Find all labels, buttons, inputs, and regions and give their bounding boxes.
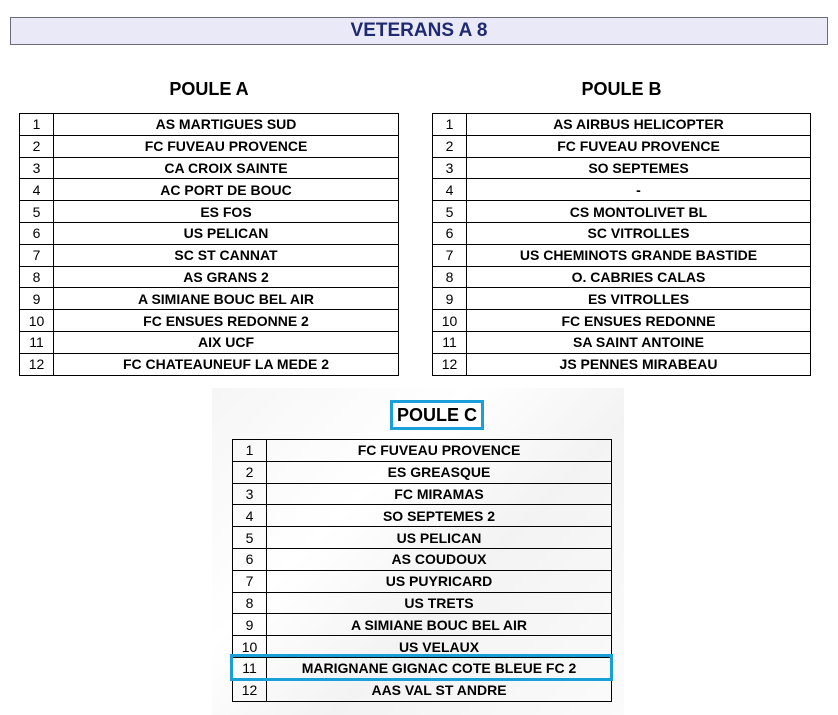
rank-number: 8 — [433, 266, 467, 288]
poule-c-row — [233, 505, 612, 527]
poule-b-row — [433, 331, 811, 353]
team-name: CA CROIX SAINTE — [54, 157, 399, 179]
poule-c-row — [233, 679, 612, 701]
poule-a-row — [20, 179, 399, 201]
rank-number: 2 — [433, 135, 467, 157]
rank-number: 9 — [433, 288, 467, 310]
team-name: US PUYRICARD — [267, 570, 612, 592]
poule-a-row — [20, 135, 399, 157]
poule-b-row — [433, 179, 811, 201]
team-name: AS MARTIGUES SUD — [54, 114, 399, 136]
rank-number: 6 — [20, 222, 54, 244]
rank-number: 8 — [233, 592, 267, 614]
poule-a-row — [20, 201, 399, 223]
rank-number: 11 — [233, 657, 267, 679]
team-name: FC FUVEAU PROVENCE — [267, 440, 612, 462]
team-name: MARIGNANE GIGNAC COTE BLEUE FC 2 — [267, 657, 612, 679]
rank-number: 4 — [20, 179, 54, 201]
team-name: ES VITROLLES — [467, 288, 811, 310]
poule-a-row — [20, 353, 399, 375]
poule-b-row — [433, 266, 811, 288]
team-name: JS PENNES MIRABEAU — [467, 353, 811, 375]
rank-number: 3 — [233, 483, 267, 505]
poule-b-row — [433, 353, 811, 375]
rank-number: 12 — [233, 679, 267, 701]
team-name: FC ENSUES REDONNE 2 — [54, 310, 399, 332]
rank-number: 7 — [20, 244, 54, 266]
poule-c-row — [233, 592, 612, 614]
team-name: US CHEMINOTS GRANDE BASTIDE — [467, 244, 811, 266]
rank-number: 2 — [233, 461, 267, 483]
team-name: US PELICAN — [267, 527, 612, 549]
team-name: ES GREASQUE — [267, 461, 612, 483]
rank-number: 10 — [233, 636, 267, 658]
poule-a-row — [20, 331, 399, 353]
poule-c-table — [232, 439, 612, 702]
team-name: AC PORT DE BOUC — [54, 179, 399, 201]
rank-number: 4 — [233, 505, 267, 527]
team-name: SO SEPTEMES — [467, 157, 811, 179]
poule-b-row — [433, 135, 811, 157]
rank-number: 1 — [20, 114, 54, 136]
team-name: FC CHATEAUNEUF LA MEDE 2 — [54, 353, 399, 375]
team-name: A SIMIANE BOUC BEL AIR — [54, 288, 399, 310]
rank-number: 6 — [433, 222, 467, 244]
team-name: SO SEPTEMES 2 — [267, 505, 612, 527]
team-name: AAS VAL ST ANDRE — [267, 679, 612, 701]
poule-b-row — [433, 222, 811, 244]
rank-number: 7 — [433, 244, 467, 266]
poule-c-row — [233, 548, 612, 570]
poule-b-body — [433, 114, 811, 376]
poule-c-row — [233, 657, 612, 679]
poule-c-row — [233, 440, 612, 462]
team-name: SC ST CANNAT — [54, 244, 399, 266]
poule-c-body — [233, 440, 612, 702]
rank-number: 11 — [433, 331, 467, 353]
poule-b-row — [433, 114, 811, 136]
rank-number: 6 — [233, 548, 267, 570]
poule-b-row — [433, 310, 811, 332]
poule-a-body — [20, 114, 399, 376]
rank-number: 10 — [433, 310, 467, 332]
poule-a-row — [20, 310, 399, 332]
team-name: O. CABRIES CALAS — [467, 266, 811, 288]
poule-b-title: POULE B — [581, 79, 662, 99]
poule-b-row — [433, 157, 811, 179]
poule-a-row — [20, 288, 399, 310]
team-name: US PELICAN — [54, 222, 399, 244]
rank-number: 12 — [433, 353, 467, 375]
rank-number: 8 — [20, 266, 54, 288]
team-name: AS AIRBUS HELICOPTER — [467, 114, 811, 136]
team-name: FC MIRAMAS — [267, 483, 612, 505]
rank-number: 5 — [20, 201, 54, 223]
team-name: - — [467, 179, 811, 201]
rank-number: 9 — [20, 288, 54, 310]
poule-b-table — [432, 113, 811, 376]
team-name: FC ENSUES REDONNE — [467, 310, 811, 332]
poule-a-row — [20, 157, 399, 179]
team-name: US VELAUX — [267, 636, 612, 658]
poule-a-row — [20, 266, 399, 288]
team-name: FC FUVEAU PROVENCE — [467, 135, 811, 157]
page-title-banner — [10, 17, 828, 45]
page-title: VETERANS A 8 — [350, 20, 488, 41]
rank-number: 3 — [433, 157, 467, 179]
poule-b-row — [433, 201, 811, 223]
rank-number: 5 — [233, 527, 267, 549]
rank-number: 7 — [233, 570, 267, 592]
poule-b-row — [433, 244, 811, 266]
team-name: ES FOS — [54, 201, 399, 223]
poule-c-row — [233, 614, 612, 636]
poule-a-row — [20, 244, 399, 266]
team-name: AIX UCF — [54, 331, 399, 353]
team-name: US TRETS — [267, 592, 612, 614]
poule-c-row — [233, 570, 612, 592]
poule-a-row — [20, 114, 399, 136]
poule-a-table — [19, 113, 399, 376]
poule-c-row — [233, 461, 612, 483]
poule-c-row — [233, 636, 612, 658]
rank-number: 1 — [233, 440, 267, 462]
poule-b-row — [433, 288, 811, 310]
rank-number: 2 — [20, 135, 54, 157]
team-name: AS COUDOUX — [267, 548, 612, 570]
poule-c-title-box — [390, 400, 484, 430]
rank-number: 4 — [433, 179, 467, 201]
poule-a-title: POULE A — [169, 79, 249, 99]
rank-number: 5 — [433, 201, 467, 223]
team-name: SC VITROLLES — [467, 222, 811, 244]
poule-c-row — [233, 527, 612, 549]
rank-number: 10 — [20, 310, 54, 332]
poule-c-title: POULE C — [396, 404, 477, 425]
rank-number: 11 — [20, 331, 54, 353]
poule-c-row — [233, 483, 612, 505]
rank-number: 9 — [233, 614, 267, 636]
rank-number: 12 — [20, 353, 54, 375]
team-name: FC FUVEAU PROVENCE — [54, 135, 399, 157]
team-name: CS MONTOLIVET BL — [467, 201, 811, 223]
rank-number: 3 — [20, 157, 54, 179]
team-name: SA SAINT ANTOINE — [467, 331, 811, 353]
poule-a-row — [20, 222, 399, 244]
team-name: AS GRANS 2 — [54, 266, 399, 288]
rank-number: 1 — [433, 114, 467, 136]
team-name: A SIMIANE BOUC BEL AIR — [267, 614, 612, 636]
